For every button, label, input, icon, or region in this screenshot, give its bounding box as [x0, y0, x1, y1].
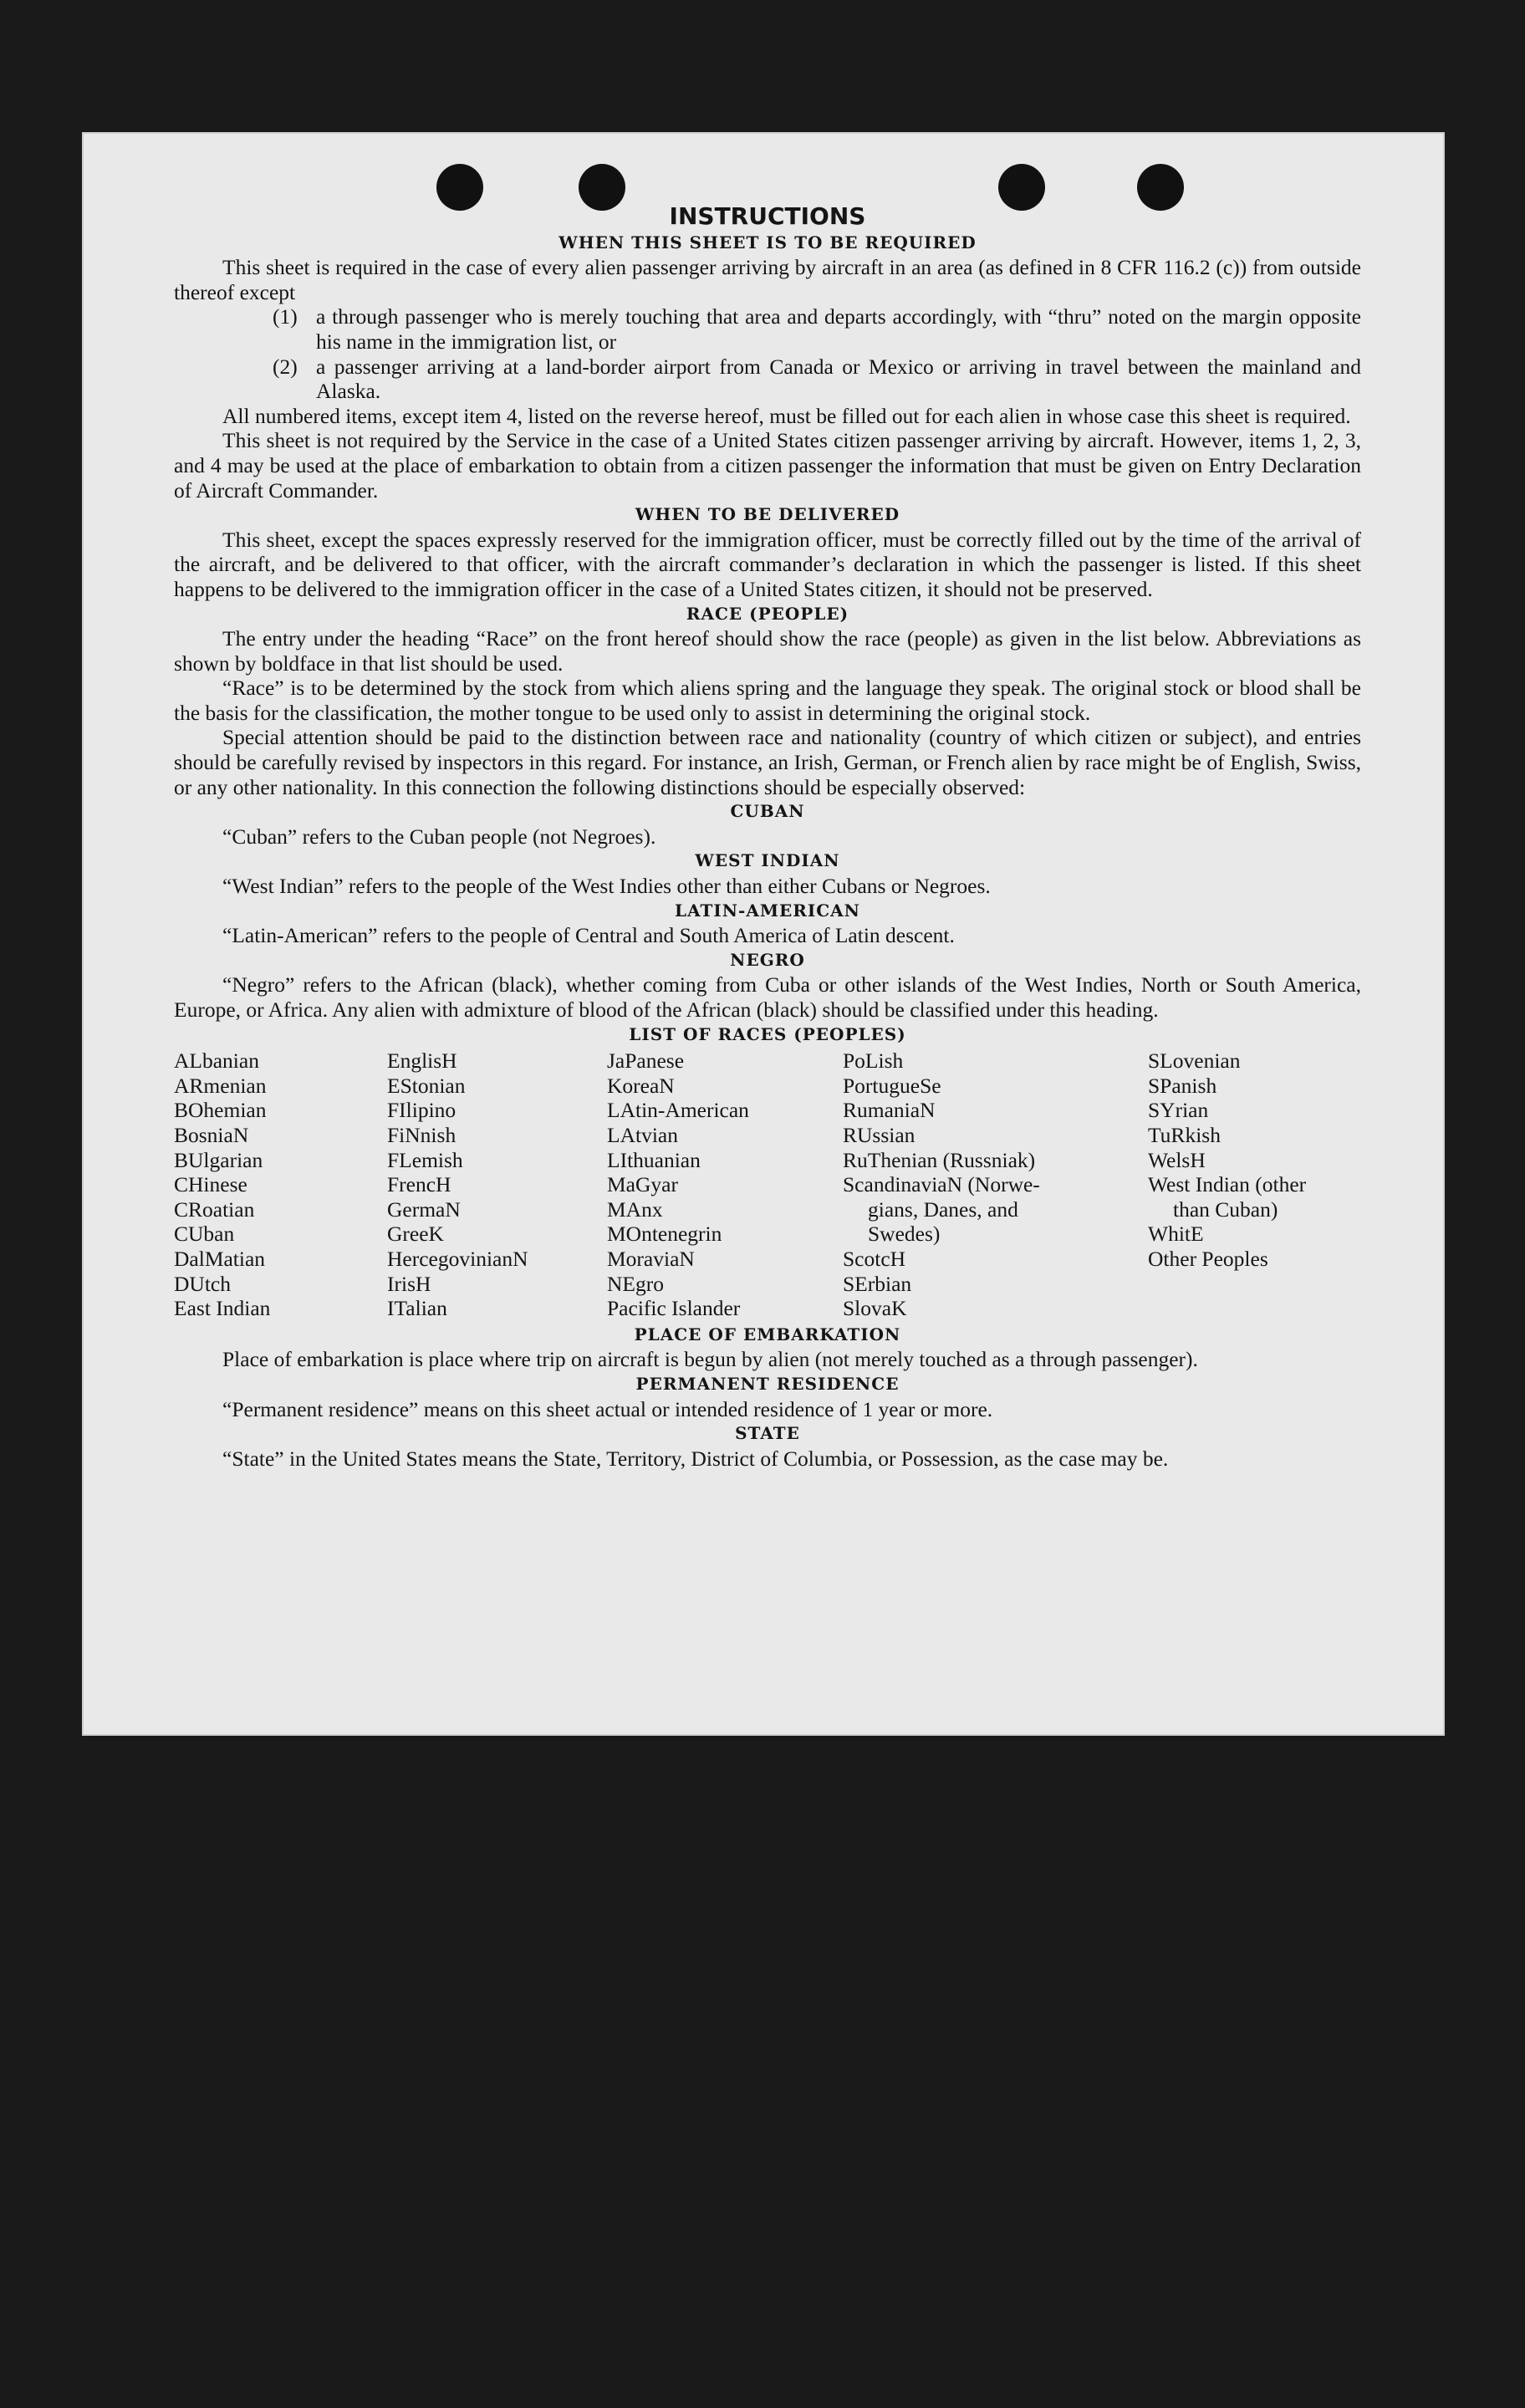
- section-heading: RACE (PEOPLE): [686, 603, 849, 624]
- section-heading: STATE: [735, 1423, 800, 1444]
- race-item: Other Peoples: [1148, 1246, 1268, 1271]
- paragraph: “Cuban” refers to the Cuban people (not Negroes).: [222, 824, 656, 849]
- list-item: (2) a passenger arriving at a land-border airport from Canada or Mexico or arriving in travel between the mainland and Alaska.: [273, 354, 1361, 404]
- race-item: NEgro: [607, 1271, 664, 1296]
- race-item: EStonian: [387, 1073, 466, 1098]
- section-heading: LIST OF RACES (PEOPLES): [629, 1023, 906, 1044]
- paragraph: This sheet is not required by the Service in the case of a United States citizen passenger arriving by aircraft. However, items 1, 2, 3, and 4 may be used at the place of embarkation to obtain from a citizen passenger the information that must be given on Entry Declaration of Aircraft Commander.: [174, 428, 1361, 503]
- race-item: [1148, 1272, 1361, 1297]
- race-item: BosniaN: [174, 1122, 249, 1147]
- race-item: Pacific Islander: [607, 1296, 741, 1321]
- race-item: BUlgarian: [174, 1147, 263, 1172]
- paragraph: This sheet is required in the case of every alien passenger arriving by aircraft in an area (as defined in 8 CFR 116.2 (c)) from outside thereof except: [174, 255, 1361, 304]
- race-item: SErbian: [843, 1271, 912, 1296]
- section-heading: PERMANENT RESIDENCE: [635, 1373, 900, 1394]
- race-item: FiNnish: [387, 1122, 456, 1147]
- instructions-text: [174, 192, 1361, 1471]
- race-item: ITalian: [387, 1296, 447, 1321]
- document-page: [82, 132, 1445, 1736]
- paragraph: All numbered items, except item 4, listed on the reverse hereof, must be filled out for each alien in whose case this sheet is required.: [222, 403, 1351, 428]
- section-heading: CUBAN: [730, 801, 805, 822]
- race-item: [1148, 1296, 1361, 1321]
- paragraph: “Latin-American” refers to the people of Central and South America of Latin descent.: [222, 923, 955, 948]
- paragraph: “Race” is to be determined by the stock from which aliens spring and the language they speak. The original stock or blood shall be the basis for the classification, the mother tongue to be used only to assist in determining the original stock.: [174, 676, 1361, 725]
- race-item: SPanish: [1148, 1073, 1217, 1098]
- paragraph: “Permanent residence” means on this sheet actual or intended residence of 1 year or more.: [222, 1396, 993, 1421]
- section-heading: NEGRO: [730, 949, 805, 970]
- race-item: MAnx: [607, 1196, 663, 1222]
- race-item: SLovenian: [1148, 1048, 1241, 1074]
- paragraph: Place of embarkation is place where trip on aircraft is begun by alien (not merely touched as a through passenger).: [222, 1347, 1198, 1372]
- section-heading: LATIN-AMERICAN: [675, 900, 860, 921]
- race-item: WelsH: [1148, 1147, 1206, 1172]
- race-item: TuRkish: [1148, 1122, 1221, 1147]
- race-item: LAtin-American: [607, 1098, 749, 1123]
- race-list: [174, 1048, 1361, 1321]
- race-item: CUban: [174, 1222, 235, 1247]
- list-item: (1) a through passenger who is merely touching that area and departs accordingly, with “thru” noted on the margin opposite his name in the immigration list, or: [273, 304, 1361, 354]
- race-item: SlovaK: [843, 1296, 907, 1321]
- race-item: West Indian (other: [1148, 1172, 1307, 1197]
- race-item: than Cuban): [1173, 1196, 1278, 1222]
- race-item: FrencH: [387, 1172, 451, 1197]
- race-item: ScandinaviaN (Norwe-: [843, 1172, 1040, 1197]
- race-item: MOntenegrin: [607, 1222, 722, 1247]
- race-item: RuThenian (Russniak): [843, 1147, 1036, 1172]
- race-item: PortugueSe: [843, 1073, 941, 1098]
- race-item: KoreaN: [607, 1073, 675, 1098]
- race-item: CHinese: [174, 1172, 247, 1197]
- race-item: DalMatian: [174, 1246, 266, 1271]
- race-item: LIthuanian: [607, 1147, 701, 1172]
- race-item: HercegovinianN: [387, 1246, 528, 1271]
- section-heading: WHEN THIS SHEET IS TO BE REQUIRED: [558, 232, 977, 253]
- race-item: WhitE: [1148, 1222, 1204, 1247]
- document-title: INSTRUCTIONS: [669, 202, 866, 230]
- race-item: RumaniaN: [843, 1098, 936, 1123]
- race-item: GreeK: [387, 1222, 444, 1247]
- race-item: LAtvian: [607, 1122, 678, 1147]
- paragraph: Special attention should be paid to the distinction between race and nationality (country of which citizen or subject), and entries should be carefully revised by inspectors in this regard. For instance, an Irish, German, or French alien by race might be of English, Swiss, or any other nationality. In this connection the following distinctions should be especially observed:: [174, 725, 1361, 799]
- paragraph: “State” in the United States means the State, Territory, District of Columbia, or Possession, as the case may be.: [222, 1446, 1169, 1471]
- race-item: MoraviaN: [607, 1246, 695, 1271]
- section-heading: PLACE OF EMBARKATION: [634, 1324, 901, 1344]
- race-item: ScotcH: [843, 1246, 906, 1271]
- race-item: DUtch: [174, 1271, 231, 1296]
- paragraph: “West Indian” refers to the people of the West Indies other than either Cubans or Negroes.: [222, 874, 991, 899]
- section-heading: WHEN TO BE DELIVERED: [635, 504, 900, 525]
- race-item: Swedes): [868, 1222, 941, 1247]
- race-item: PoLish: [843, 1048, 904, 1074]
- race-item: MaGyar: [607, 1172, 678, 1197]
- race-item: GermaN: [387, 1196, 461, 1222]
- race-item: gians, Danes, and: [868, 1196, 1018, 1222]
- race-item: IrisH: [387, 1271, 431, 1296]
- paragraph: This sheet, except the spaces expressly reserved for the immigration officer, must be correctly filled out by the time of the arrival of the aircraft, and be delivered to that officer, with the aircraft commander’s declaration in which the passenger is listed. If this sheet happens to be delivered to the immigration officer in the case of a United States citizen, it should not be preserved.: [174, 527, 1361, 601]
- paragraph: The entry under the heading “Race” on the front hereof should show the race (people) as given in the list below. Abbreviations as shown by boldface in that list should be used.: [174, 626, 1361, 676]
- section-heading: WEST INDIAN: [695, 850, 840, 871]
- paragraph: “Negro” refers to the African (black), whether coming from Cuba or other islands of the West Indies, North or South America, Europe, or Africa. Any alien with admixture of blood of the African (black) should be classified under this heading.: [174, 972, 1361, 1022]
- race-item: FIlipino: [387, 1098, 456, 1123]
- race-item: SYrian: [1148, 1098, 1209, 1123]
- race-item: CRoatian: [174, 1196, 255, 1222]
- race-item: ALbanian: [174, 1048, 259, 1074]
- race-item: FLemish: [387, 1147, 463, 1172]
- race-item: JaPanese: [607, 1048, 685, 1074]
- race-item: ARmenian: [174, 1073, 267, 1098]
- race-item: East Indian: [174, 1296, 271, 1321]
- race-item: BOhemian: [174, 1098, 267, 1123]
- race-item: RUssian: [843, 1122, 916, 1147]
- race-item: EnglisH: [387, 1048, 457, 1074]
